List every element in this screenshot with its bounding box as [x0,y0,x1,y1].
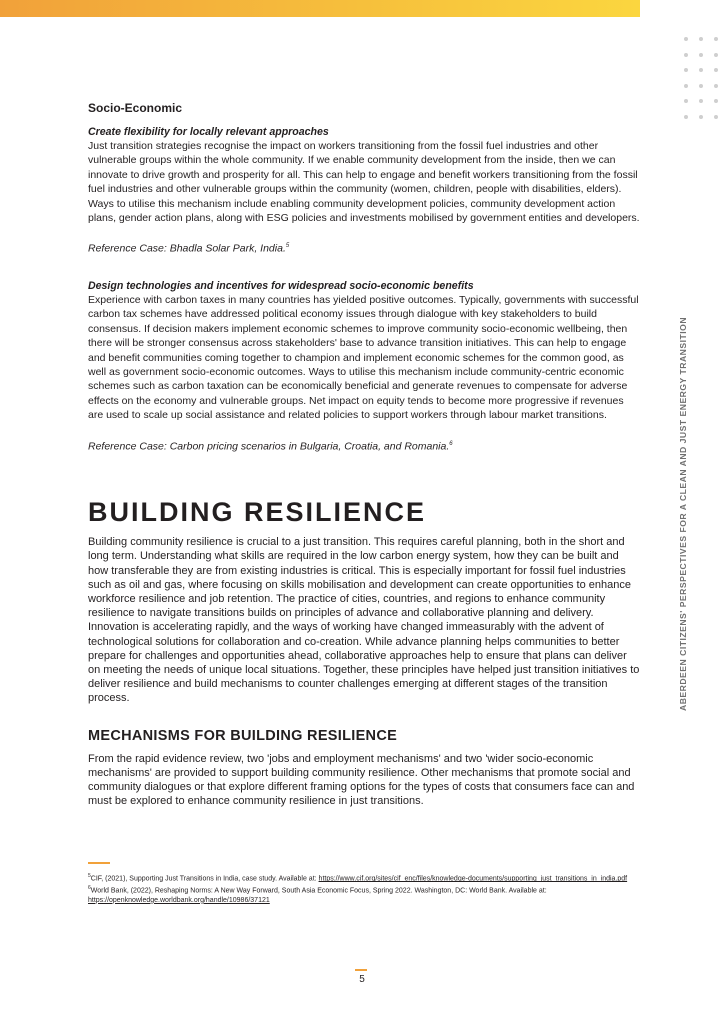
dot [714,84,718,88]
mechanism-title: Create flexibility for locally relevant approaches [88,126,329,138]
vertical-document-title: ABERDEEN CITIZENS' PERSPECTIVES FOR A CLEAN AND JUST ENERGY TRANSITION [678,316,688,711]
dot [684,53,688,57]
footnote-text: World Bank, (2022), Reshaping Norms: A New Way Forward, South Asia Economic Focus, Spring 2022. Washington, DC: World Bank. Available at: [90,887,547,895]
dot [714,115,718,119]
dot [684,84,688,88]
mechanism-body: Experience with carbon taxes in many countries has yielded positive outcomes. Typically, governments with successful carbon tax schemes have addressed political economy issues through dialogue with key stakeholders to build consensus. If decision makers implement economic schemes to improve community socio-economic wellbeing, then there will be stronger consensus across stakeholders' base to advance transition initiatives. This can help to engage and benefit communities coming together to champion and implement economic schemes for the common good, as well as government socio-economic outcomes. Ways to utilise this mechanism include community-centric economic schemes such as carbon taxation can be economically beneficial and generate revenues to compensate for adverse effects on the economy and vulnerable groups. Net impact on equity tends to become more progressive if revenues are used to scale up social assistance and related policies to support workers through labour market transitions. [88,293,639,422]
dot [684,37,688,41]
footnote-item [88,872,644,884]
mechanisms-heading: MECHANISMS FOR BUILDING RESILIENCE [88,727,398,744]
dot [699,99,703,103]
header-accent-bar [0,0,640,17]
section-heading-socio-economic: Socio-Economic [88,101,183,115]
footnotes [88,872,644,905]
dot [684,99,688,103]
reference-case [88,239,640,256]
footnote-text: CIF, (2021), Supporting Just Transitions in India, case study. Available at: [90,875,319,883]
footnote-item [88,884,644,906]
dot [699,84,703,88]
mechanism-title: Design technologies and incentives for widespread socio-economic benefits [88,279,474,292]
dot [699,53,703,57]
dot [714,53,718,57]
footnote-number: 6 [88,884,91,891]
dot [714,99,718,103]
dot [714,68,718,72]
dot [714,37,718,41]
footnote-link[interactable]: https://openknowledge.worldbank.org/handle/10986/37121 [88,896,270,904]
footnote-marker: 6 [449,440,453,447]
footnote-number: 5 [88,873,91,879]
decorative-dot-grid [684,37,724,121]
reference-text: Reference Case: Carbon pricing scenarios in Bulgaria, Croatia, and Romania. [88,440,450,453]
building-resilience-heading: BUILDING RESILIENCE [88,497,427,528]
reference-text: Reference Case: Bhadla Solar Park, India. [88,242,286,255]
dot [684,68,688,72]
mechanisms-body: From the rapid evidence review, two 'jobs and employment mechanisms' and two 'wider socio-economic mechanisms' are provided to support building community resilience. Other mechanisms that promote social and community dialogues or that explore different framing options for the types of costs that consumers face can and must be explored to enhance community resilience in just transitions. [88,752,635,808]
dot [684,115,688,119]
dot [699,68,703,72]
building-resilience-body: Building community resilience is crucial to a just transition. This requires careful planning, both in the short and long term. Understanding what skills are required in the low carbon energy system, how they can be built and how transferable they are from existing industries is critical. This is especially important for fossil fuel industries such as oil and gas, where focusing on skills mobilisation and development can create opportunities to enhance workforce resilience and job retention. The practice of cities, countries, and regions to enhance community resilience to navigate transitions builds on principles of advance and collaborative planning and delivery. Innovation is accelerating rapidly, and the ways of working have changed immeasurably with the advent of technological solutions for collaboration and co-creation. While advance planning helps communities to better prepare for challenges and opportunities ahead, collaborative approaches help to ensure that plans can deliver on meeting the needs of unique local situations. Together, these principles have helped just transition initiatives to deliver resilience and build mechanisms to counter challenges emerging at different stages of the transition process. [88,536,640,705]
dot [699,37,703,41]
page-number: 5 [359,974,365,985]
reference-case [88,437,640,454]
footnote-link[interactable]: https://www.cif.org/sites/cif_enc/files/knowledge-documents/supporting_just_transitions_in_india.pdf [318,875,628,883]
mechanism-body: Just transition strategies recognise the impact on workers transitioning from the fossil fuel industries and other vulnerable groups within the whole community. If we enable community development from the inside, then we can innovate to drive growth and prosperity for all. This can help to engage and benefit workers transitioning from the fossil fuel industries and other vulnerable groups within the community (women, children, people with disabilities, elders). Ways to utilise this mechanism include enabling community development policies, community development action plans, gender action plans, along with ESG policies and investments mobilised by government entities and developers. [88,140,640,225]
main-content [88,101,640,808]
dot [699,115,703,119]
footnote-divider [88,862,110,864]
page-number-rule [355,969,367,971]
footnote-marker: 5 [285,243,290,250]
